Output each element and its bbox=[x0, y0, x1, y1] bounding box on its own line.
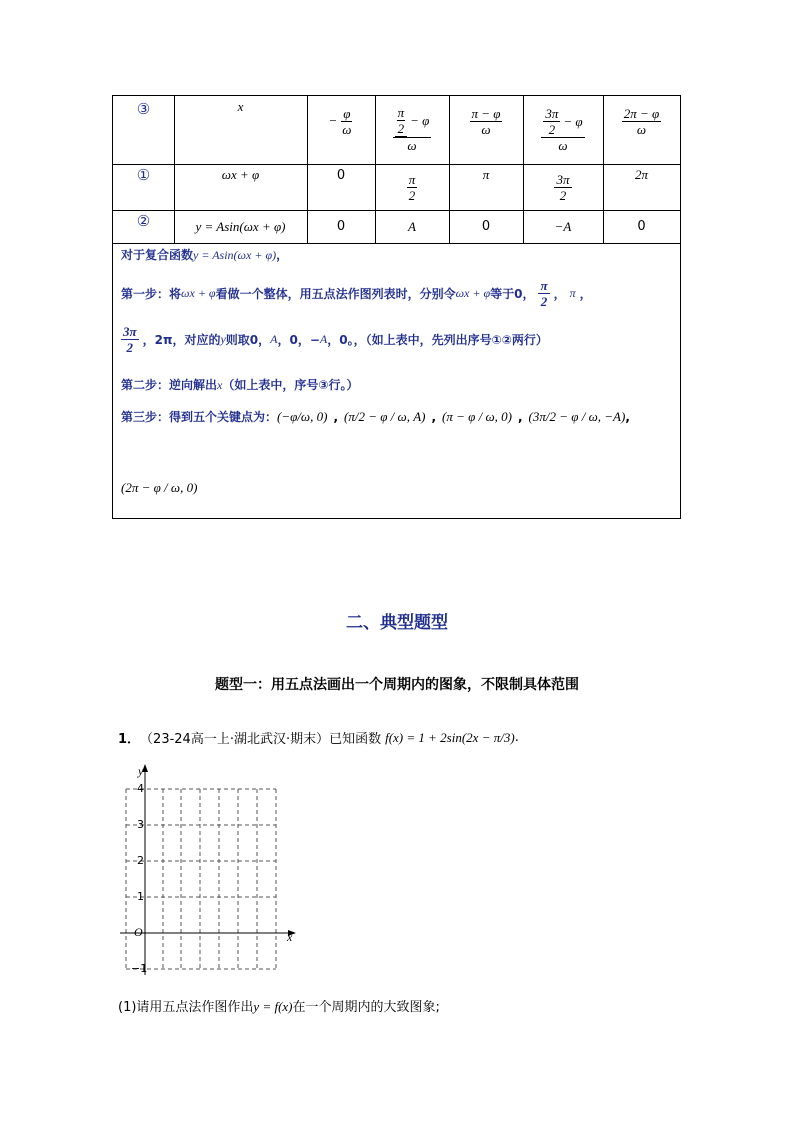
table-cell: −A bbox=[554, 218, 572, 234]
table-cell: π bbox=[482, 167, 490, 182]
y-tick: 1 bbox=[137, 890, 144, 903]
table-cell: $\frac{\pi - \varphi}{\omega}$ bbox=[471, 105, 501, 137]
note-line: 第三步：得到五个关键点为： (−φ/ω, 0) , (π/2 − φ / ω, A) , (π − φ / ω, 0) , (3π/2 − φ / ω, −A) , bbox=[121, 408, 630, 424]
table-cell: $\frac{\pi}{2}$ bbox=[408, 171, 416, 203]
row-label: ωx + φ bbox=[221, 167, 260, 182]
note-line: 第一步：将 ωx + φ 看做一个整体，用五点法作图列表时，分别令 ωx + φ 等于0， $\frac{\pi}{2}$ ， π ， bbox=[121, 278, 592, 309]
table-cell: 0 bbox=[481, 219, 491, 234]
five-point-table bbox=[112, 95, 681, 519]
y-tick: 4 bbox=[137, 782, 144, 795]
table-cell: − $\frac{\varphi}{\omega}$ bbox=[328, 105, 352, 137]
section-title: 二、典型题型 bbox=[346, 613, 448, 633]
question-1: (1)请用五点法作图作出y = f(x)在一个周期内的大致图象; bbox=[118, 999, 440, 1015]
row-number: ③ bbox=[136, 100, 151, 118]
note-line: $\frac{3\pi}{2}$ ，2π，对应的 y 则取0， A ，0，− A ，0。，（如上表中，先列出序号①②两行） bbox=[123, 324, 548, 355]
table-cell: $\frac{3\pi}{2}$ bbox=[556, 171, 570, 203]
x-axis-label: x bbox=[287, 930, 293, 944]
table-cell: $\frac{3\pi}{2}$ − φ ω bbox=[523, 96, 603, 162]
y-tick: 2 bbox=[137, 854, 144, 867]
note-line: 第二步：逆向解出x（如上表中，序号③行。） bbox=[121, 378, 359, 392]
row-number: ② bbox=[136, 212, 151, 230]
table-cell: 0 bbox=[336, 167, 346, 183]
coordinate-grid bbox=[118, 760, 308, 985]
y-tick: −1 bbox=[131, 962, 148, 975]
problem-statement: 1． （23-24高一上·湖北武汉·期末）已知函数 f(x) = 1 + 2sin(2x − π/3) . bbox=[118, 729, 519, 747]
table-cell: 0 bbox=[637, 219, 646, 234]
row-number: ① bbox=[136, 166, 151, 184]
table-divider bbox=[113, 243, 680, 244]
y-axis-label: y bbox=[138, 764, 144, 778]
table-cell: $\frac{2\pi - \varphi}{\omega}$ bbox=[623, 105, 660, 137]
note-line: (2π − φ / ω, 0) bbox=[121, 480, 198, 495]
row-label: y = Asin(ωx + φ) bbox=[195, 218, 286, 234]
table-cell: A bbox=[408, 218, 416, 234]
y-tick: 3 bbox=[137, 818, 144, 831]
table-cell: 0 bbox=[336, 219, 346, 234]
table-cell: 2π bbox=[634, 167, 648, 182]
origin-label: O bbox=[134, 925, 143, 939]
row-label: x bbox=[237, 99, 244, 114]
table-cell: $\frac{\pi}{2}$ − φ ω bbox=[375, 96, 449, 162]
type-title: 题型一：用五点法画出一个周期内的图象，不限制具体范围 bbox=[215, 677, 579, 693]
note-line: 对于复合函数y = Asin(ωx + φ)， bbox=[121, 248, 289, 262]
